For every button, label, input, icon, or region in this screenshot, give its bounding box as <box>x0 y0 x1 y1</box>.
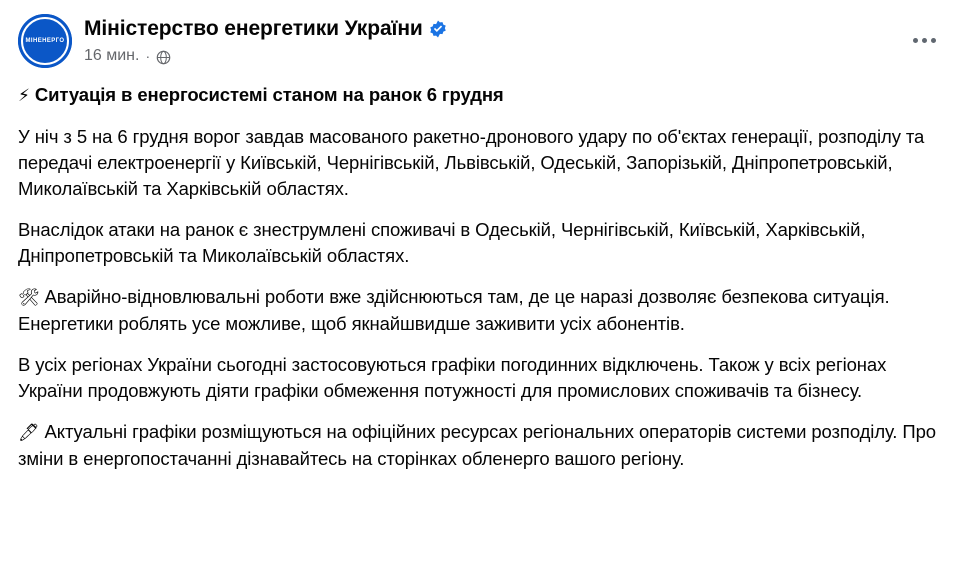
post-header <box>18 14 942 68</box>
post-paragraph-text: Внаслідок атаки на ранок є знеструмлені споживачі в Одеській, Чернігівській, Київській, Харківській, Дніпропетровській та Миколаївській областях. <box>18 219 866 266</box>
post-timestamp[interactable]: 16 мин. <box>84 47 140 64</box>
lightning-icon: ⚡ <box>18 86 30 106</box>
post-meta <box>84 46 447 66</box>
post-headline <box>18 82 942 109</box>
post-paragraph <box>18 124 942 202</box>
verified-badge-icon <box>429 20 447 38</box>
avatar-label: МІНЕНЕРГО <box>25 38 65 44</box>
ellipsis-dot-2 <box>922 38 927 43</box>
post-paragraph <box>18 284 942 337</box>
post-body <box>18 82 942 472</box>
tools-icon: 🛠 <box>18 288 40 308</box>
post-options-button[interactable] <box>906 22 942 58</box>
globe-icon[interactable] <box>156 50 171 65</box>
post-paragraph <box>18 352 942 404</box>
ellipsis-dot-3 <box>931 38 936 43</box>
ellipsis-dot-1 <box>913 38 918 43</box>
post-paragraph-text: У ніч з 5 на 6 грудня ворог завдав масованого ракетно-дронового удару по об'єктах генерації, розподілу та передачі електроенергії у Київській, Чернігівській, Львівській, Одеській, Запорізькій, Дніпропетровській, Миколаївській та Харківській областях. <box>18 126 925 199</box>
pen-icon: 🖊 <box>18 423 40 443</box>
meta-separator: · <box>145 48 151 64</box>
post-paragraph <box>18 419 942 472</box>
post-author-block <box>84 14 447 66</box>
post-paragraph-text: Актуальні графіки розміщуються на офіційних ресурсах регіональних операторів системи розподілу. Про зміни в енергопостачанні дізнавайтесь на сторінках обленерго вашого регіону. <box>18 421 936 469</box>
post-headline-text: Ситуація в енергосистемі станом на ранок 6 грудня <box>34 84 504 105</box>
post-paragraph-text: В усіх регіонах України сьогодні застосовуються графіки погодинних відключень. Також у всіх регіонах України продовжують діяти графіки обмеження потужності для промислових споживачів та бізнесу. <box>18 354 887 401</box>
post-paragraph-text: Аварійно-відновлювальні роботи вже здійснюються там, де це наразі дозволяє безпекова ситуація. Енергетики роблять усе можливе, щоб якнайшвидше заживити усіх абонентів. <box>18 286 890 334</box>
page-name[interactable]: Міністерство енергетики України <box>84 17 423 40</box>
post-paragraph <box>18 217 942 269</box>
avatar[interactable] <box>18 14 72 68</box>
author-name-row <box>84 16 447 42</box>
